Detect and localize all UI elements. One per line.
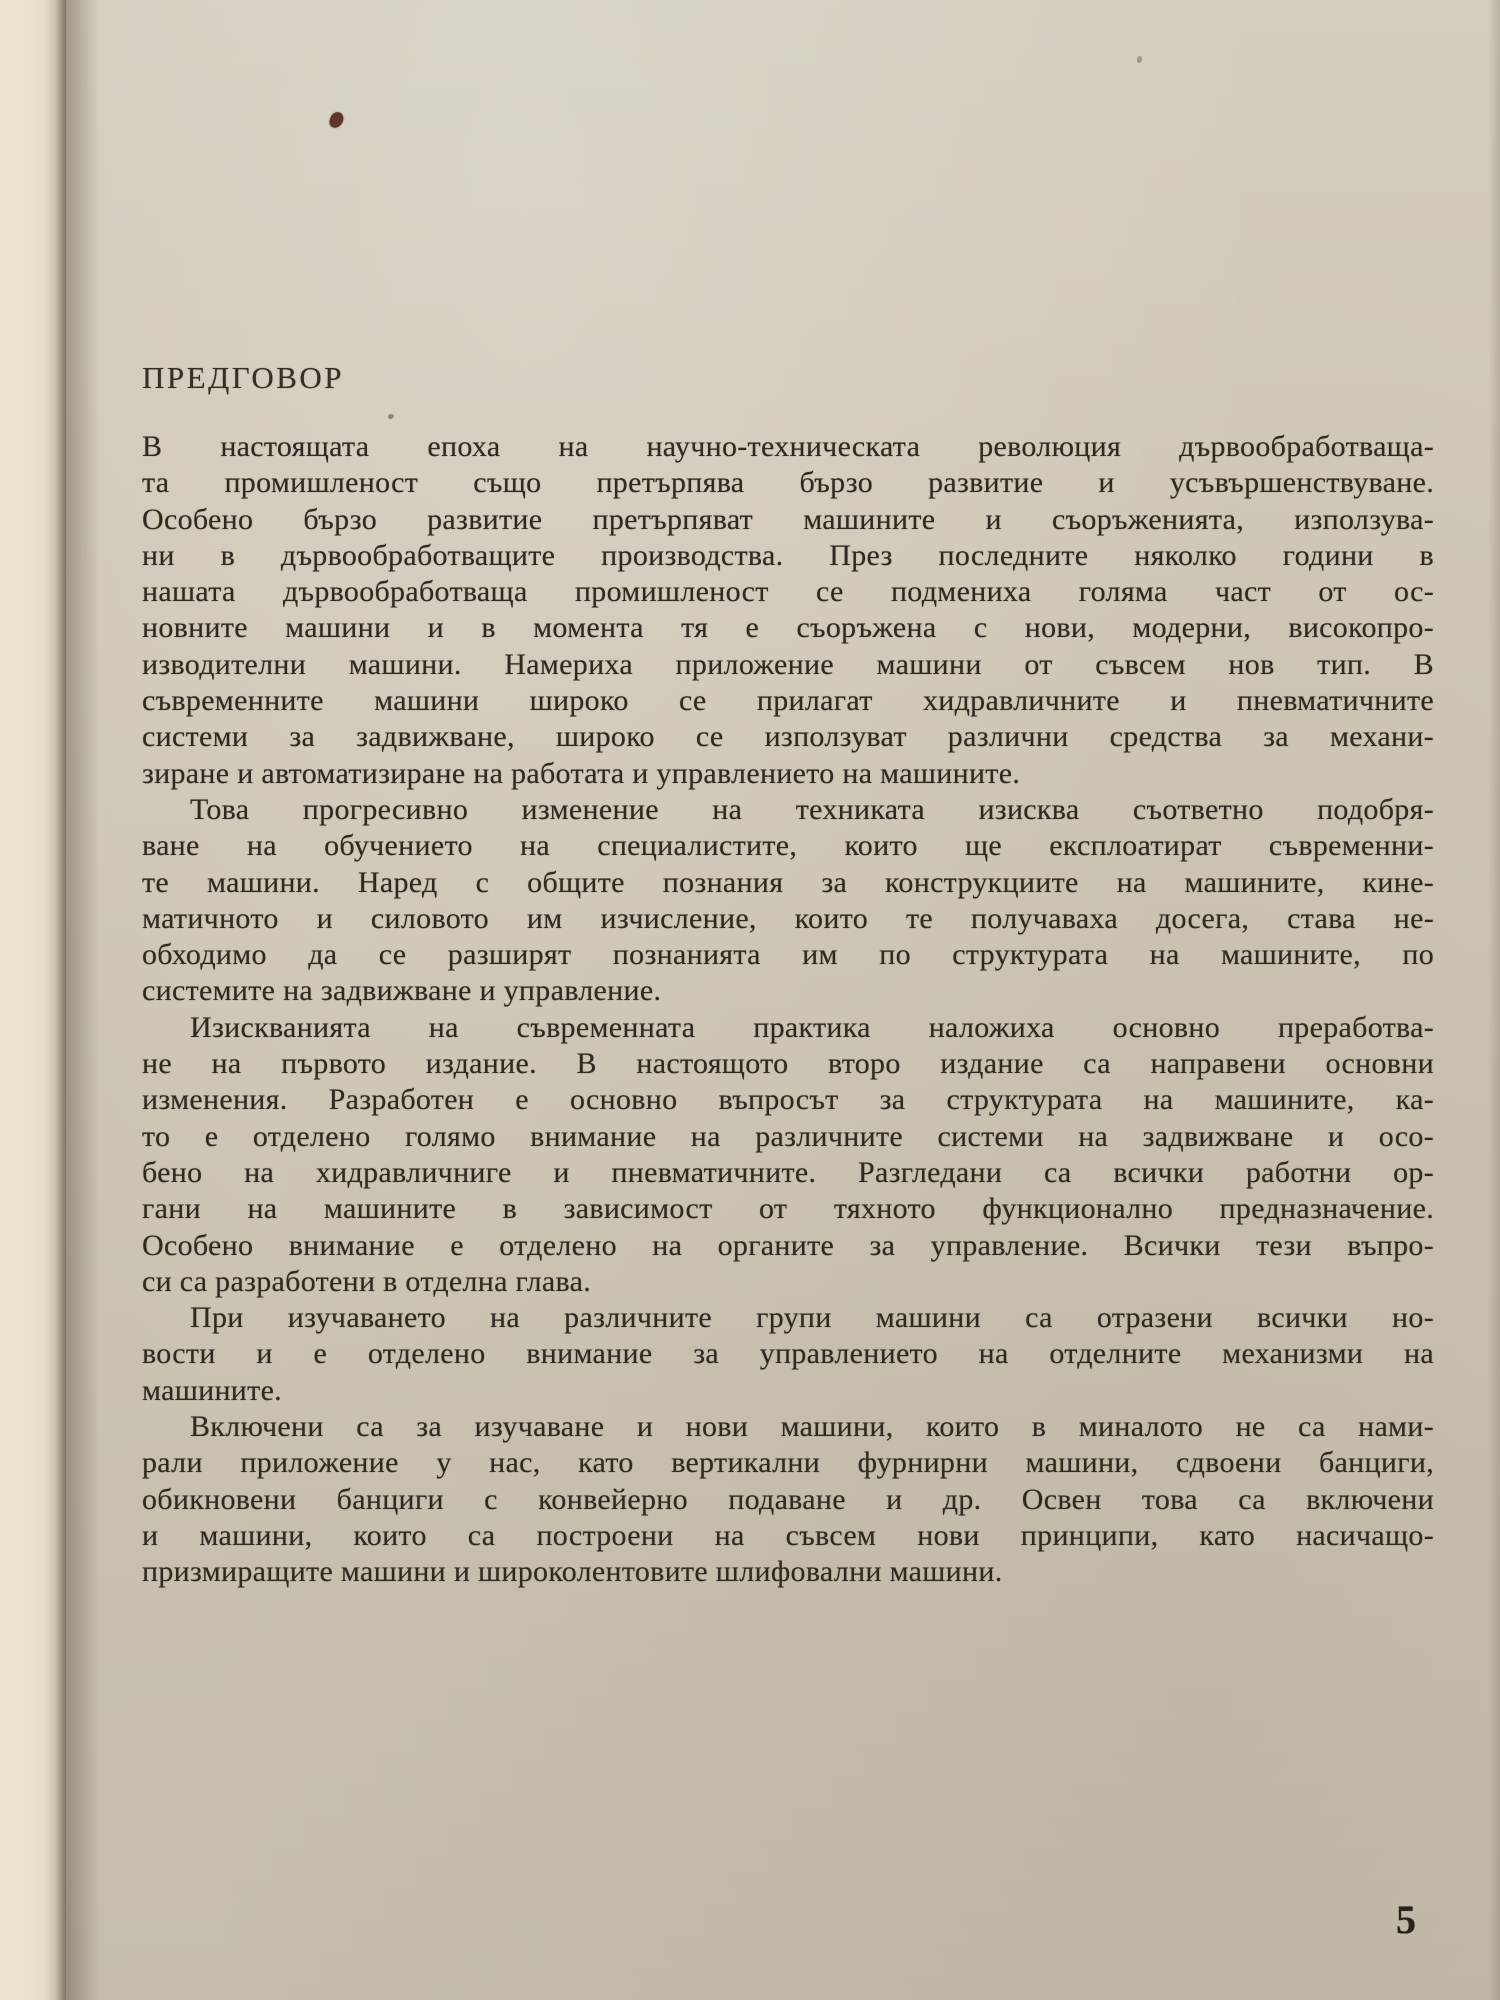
text-line: обикновени банциги с конвейерно подаване и др. Освен това са включени — [142, 1482, 1434, 1516]
text-line: обходимо да се разширят познанията им по структурата на машините, по — [142, 938, 1434, 972]
text-line: и машини, които са построени на съвсем нови принципи, като насичащо- — [142, 1518, 1434, 1552]
paragraph — [142, 1409, 1434, 1590]
text-line: Особено внимание е отделено на органите за управление. Всички тези въпро- — [142, 1228, 1434, 1262]
text-line: Особено бързо развитие претърпяват машините и съоръженията, използува- — [142, 502, 1434, 536]
text-line: В настоящата епоха на научно-техническата революция дървообработваща- — [142, 430, 1434, 463]
paragraph — [142, 792, 1434, 1010]
paper-speck — [1137, 56, 1142, 63]
text-line: системи за задвижване, широко се използуват различни средства за механи- — [142, 720, 1434, 754]
text-line: те машини. Наред с общите познания за конструкциите на машините, кине- — [142, 865, 1434, 899]
text-line: не на първото издание. В настоящото второ издание са направени основни — [142, 1047, 1434, 1081]
paragraph — [142, 429, 1434, 792]
text-line: призмиращите машини и широколентовите шлифовални машини. — [142, 1555, 1003, 1589]
text-line: новните машини и в момента тя е съоръжена с нови, модерни, високопро- — [142, 611, 1434, 645]
paper-speck — [388, 414, 394, 419]
text-line: машините. — [142, 1373, 282, 1407]
text-line: Включени са за изучаване и нови машини, които в миналото не са нами- — [190, 1410, 1434, 1444]
text-line: съвременните машини широко се прилагат хидравличните и пневматичните — [142, 684, 1434, 718]
gutter-shadow — [66, 0, 100, 2000]
text-line: гани на машините в зависимост от тяхното функционално предназначение. — [142, 1192, 1434, 1226]
text-line: системите на задвижване и управление. — [142, 974, 662, 1008]
text-line: нашата дървообработваща промишленост се подмениха голяма част от ос- — [142, 575, 1434, 609]
text-line: изменения. Разработен е основно въпросът за структурата на машините, ка- — [142, 1083, 1434, 1117]
text-line: Това прогресивно изменение на техниката изисква съответно подобря- — [190, 792, 1434, 826]
text-line: ване на обучението на специалистите, които ще експлоатират съвременни- — [142, 829, 1434, 863]
text-line: та промишленост също претърпява бързо развитие и усъвършенствуване. — [142, 466, 1434, 500]
text-line: ни в дървообработващите производства. През последните няколко години в — [142, 538, 1434, 572]
text-line: рали приложение у нас, като вертикални фурнирни машини, сдвоени банциги, — [142, 1446, 1434, 1480]
paper-speck — [328, 111, 345, 130]
previous-page-edge — [0, 0, 66, 2000]
page-title: ПРЕДГОВОР — [142, 360, 345, 395]
text-line: При изучаването на различните групи машини са отразени всички но- — [190, 1301, 1434, 1335]
text-line: матичното и силовото им изчисление, които те получаваха досега, става не- — [142, 901, 1434, 935]
paragraph — [142, 1300, 1434, 1409]
paragraph — [142, 1010, 1434, 1300]
text-line: Изискванията на съвременната практика наложиха основно преработва- — [190, 1010, 1434, 1044]
text-line: изводителни машини. Намериха приложение машини от съвсем нов тип. В — [142, 647, 1434, 681]
page-right-edge — [1488, 0, 1500, 2000]
text-line: бено на хидравличниге и пневматичните. Разгледани са всички работни ор- — [142, 1155, 1434, 1189]
page-number: 5 — [1396, 1897, 1416, 1942]
text-line: си са разработени в отделна глава. — [142, 1264, 592, 1298]
text-line: зиране и автоматизиране на работата и управлението на машините. — [142, 756, 1021, 790]
text-line: то е отделено голямо внимание на различните системи на задвижване и осо- — [142, 1119, 1434, 1153]
text-line: вости и е отделено внимание за управлението на отделните механизми на — [142, 1337, 1434, 1371]
body-text — [142, 429, 1434, 1591]
